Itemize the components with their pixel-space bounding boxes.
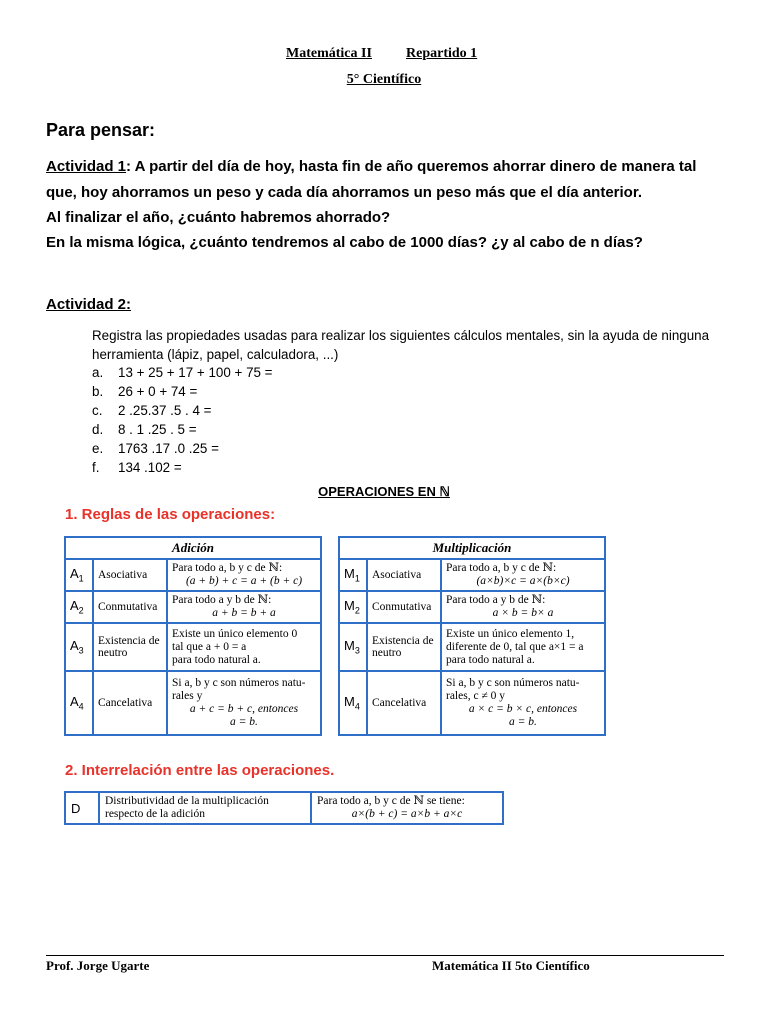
table-row: $M_3$ Existencia de neutro Existe un único elemento 1, diferente de 0, tal que a×1 = a para todo natural a. [339, 623, 605, 671]
multiplicacion-header: Multiplicación [339, 537, 605, 559]
table-row: $M_4$ Cancelativa Si a, b y c son números natu- rales, c ≠ 0 y a × c = b × c, entonces a = b. [339, 671, 605, 735]
table-row: $A_4$ Cancelativa Si a, b y c son números natu- rales y a + c = b + c, entonces a = b. [65, 671, 321, 735]
footer-author: Prof. Jorge Ugarte [46, 958, 150, 973]
footer-course: Matemática II 5to Científico [432, 958, 590, 973]
multiplicacion-table [338, 536, 606, 736]
course-title: Matemática II [286, 46, 372, 61]
reglas-heading: 1. Reglas de las operaciones: [65, 506, 276, 523]
exercise-item: c. 2 .25.37 .5 . 4 = [92, 403, 212, 418]
table-row: $M_1$ Asociativa Para todo a, b y c de ℕ: (a×b)×c = a×(b×c) [339, 559, 605, 591]
actividad1-label: Actividad 1 [46, 158, 127, 175]
handout-number: Repartido 1 [406, 46, 478, 61]
adicion-header: Adición [65, 537, 321, 559]
exercise-item: b. 26 + 0 + 74 = [92, 384, 198, 399]
table-row: $M_2$ Conmutativa Para todo a y b de ℕ: a × b = b× a [339, 591, 605, 623]
table-row: $A_2$ Conmutativa Para todo a y b de ℕ: a + b = b + a [65, 591, 321, 623]
exercise-item: e. 1763 .17 .0 .25 = [92, 441, 219, 456]
table-row: $A_1$ Asociativa Para todo a, b y c de ℕ: (a + b) + c = a + (b + c) [65, 559, 321, 591]
exercise-item: a. 13 + 25 + 17 + 100 + 75 = [92, 365, 273, 380]
actividad1-line1 [46, 158, 696, 175]
footer-divider [46, 955, 724, 956]
interrelacion-heading: 2. Interrelación entre las operaciones. [65, 762, 335, 779]
distributiva-table [64, 791, 504, 825]
table-row: D Distributividad de la multiplicación respecto de la adición Para todo a, b y c de ℕ se tiene: a×(b + c) = a×b + a×c [65, 792, 503, 824]
para-pensar-heading: Para pensar: [46, 120, 156, 140]
exercise-item: f. 134 .102 = [92, 460, 182, 475]
exercise-item: d. 8 . 1 .25 . 5 = [92, 422, 197, 437]
actividad1-text1: : A partir del día de hoy, hasta fin de año queremos ahorrar dinero de manera tal [126, 158, 697, 175]
operaciones-title: OPERACIONES EN ℕ [318, 484, 450, 499]
adicion-table [64, 536, 322, 736]
level-title: 5° Científico [346, 72, 422, 87]
actividad1-line2: que, hoy ahorramos un peso y cada día ahorramos un peso más que el día anterior. [46, 184, 643, 201]
actividad2-label: Actividad 2: [46, 296, 132, 313]
actividad1-line3: Al finalizar el año, ¿cuánto habremos ahorrado? [46, 209, 391, 226]
actividad1-line4: En la misma lógica, ¿cuánto tendremos al cabo de 1000 días? ¿y al cabo de n días? [46, 234, 643, 251]
exercise-list [92, 363, 273, 477]
table-row: $A_3$ Existencia de neutro Existe un único elemento 0 tal que a + 0 = a para todo natural a. [65, 623, 321, 671]
actividad2-instructions: Registra las propiedades usadas para realizar los siguientes cálculos mentales, sin la ayuda de ninguna herramienta (lápiz, papel, calculadora, ...) [92, 328, 710, 362]
